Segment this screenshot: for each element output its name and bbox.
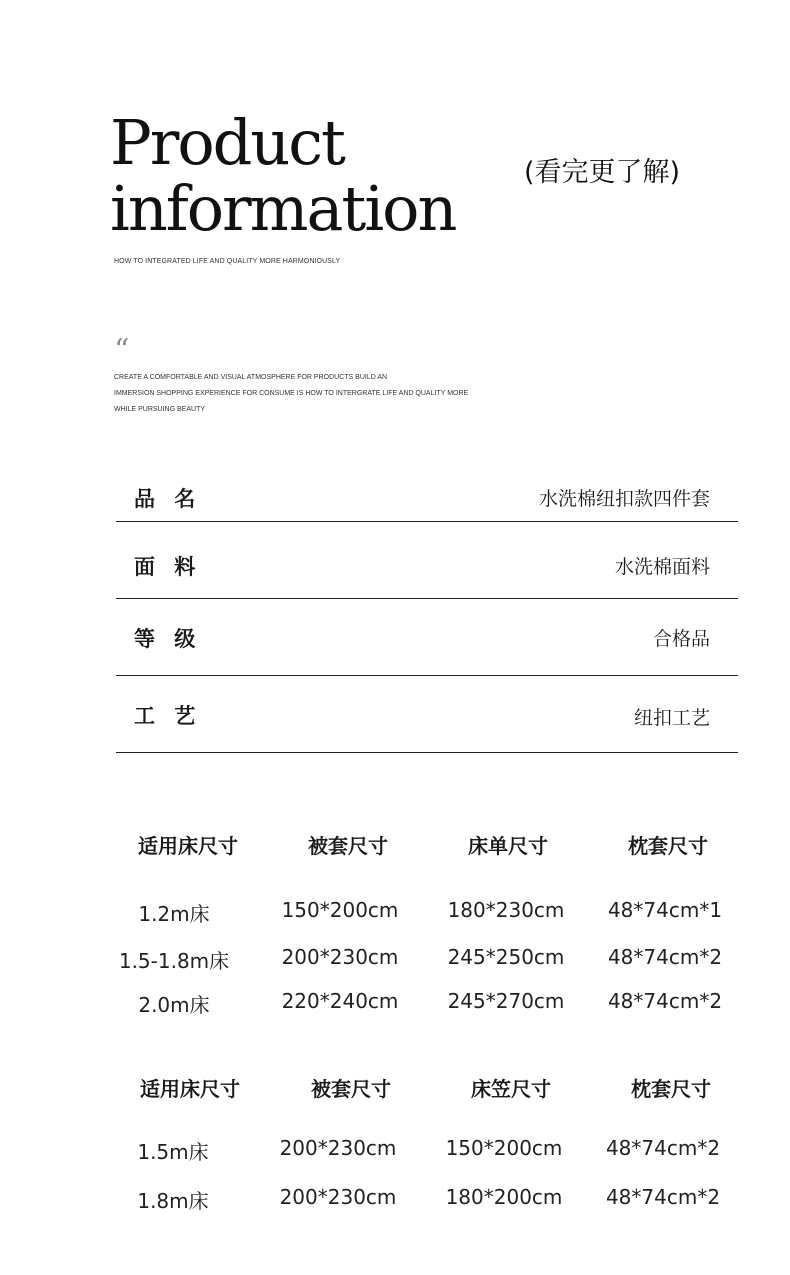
table1-cell: 1.5-1.8m床 bbox=[118, 949, 230, 973]
info-row-craft bbox=[116, 676, 738, 753]
table2-header: 被套尺寸 bbox=[311, 1077, 391, 1101]
table1-cell: 150*200cm bbox=[281, 898, 399, 922]
info-row-grade bbox=[116, 599, 738, 676]
table2-header: 适用床尺寸 bbox=[140, 1077, 240, 1101]
quote-line-1: CREATE A COMFORTABLE AND VISUAL ATMOSPHERE FOR PRODUCTS BUILD AN bbox=[114, 374, 388, 381]
table1-header: 被套尺寸 bbox=[308, 834, 388, 858]
table2-cell: 1.8m床 bbox=[137, 1189, 209, 1213]
table2-cell: 48*74cm*2 bbox=[605, 1136, 721, 1160]
info-value: 水洗棉纽扣款四件套 bbox=[538, 488, 710, 510]
info-row-fabric bbox=[116, 522, 738, 599]
info-value: 纽扣工艺 bbox=[633, 707, 710, 729]
table1-cell: 245*250cm bbox=[447, 945, 565, 969]
table2-cell: 1.5m床 bbox=[137, 1140, 209, 1164]
table2-header: 床笠尺寸 bbox=[471, 1077, 551, 1101]
table1-cell: 245*270cm bbox=[447, 989, 565, 1013]
table2-cell: 150*200cm bbox=[445, 1136, 563, 1160]
table1-header: 枕套尺寸 bbox=[628, 834, 708, 858]
table1-cell: 48*74cm*2 bbox=[607, 945, 723, 969]
table2-cell: 200*230cm bbox=[279, 1136, 397, 1160]
table1-cell: 2.0m床 bbox=[138, 993, 210, 1017]
table1-header: 适用床尺寸 bbox=[138, 834, 238, 858]
tagline: HOW TO INTEGRATED LIFE AND QUALITY MORE HARMONIOUSLY bbox=[114, 258, 341, 265]
table1-cell: 180*230cm bbox=[447, 898, 565, 922]
quote-line-3: WHILE PURSUING BEAUTY bbox=[114, 406, 206, 413]
table1-cell: 48*74cm*1 bbox=[607, 898, 723, 922]
info-label: 工 艺 bbox=[134, 704, 202, 728]
info-value: 合格品 bbox=[652, 628, 710, 650]
quote-line-2: IMMERSION SHOPPING EXPERIENCE FOR CONSUME IS HOW TO INTERGRATE LIFE AND QUALITY MORE bbox=[114, 390, 469, 397]
table2-cell: 180*200cm bbox=[445, 1185, 563, 1209]
table2-cell: 200*230cm bbox=[279, 1185, 397, 1209]
table1-cell: 220*240cm bbox=[281, 989, 399, 1013]
info-label: 面 料 bbox=[134, 555, 202, 579]
table1-cell: 200*230cm bbox=[281, 945, 399, 969]
info-label: 品 名 bbox=[134, 487, 202, 511]
info-row-name bbox=[116, 470, 738, 522]
info-value: 水洗棉面料 bbox=[614, 556, 710, 578]
info-label: 等 级 bbox=[134, 627, 202, 651]
table1-header: 床单尺寸 bbox=[468, 834, 548, 858]
table1-cell: 1.2m床 bbox=[138, 902, 210, 926]
table1-cell: 48*74cm*2 bbox=[607, 989, 723, 1013]
table2-cell: 48*74cm*2 bbox=[605, 1185, 721, 1209]
table2-header: 枕套尺寸 bbox=[631, 1077, 711, 1101]
title-line-1: Product bbox=[110, 106, 344, 179]
title-line-2: information bbox=[110, 172, 456, 245]
subtitle-cn: (看完更了解) bbox=[524, 157, 681, 188]
quote-mark-icon: “ bbox=[114, 333, 130, 368]
